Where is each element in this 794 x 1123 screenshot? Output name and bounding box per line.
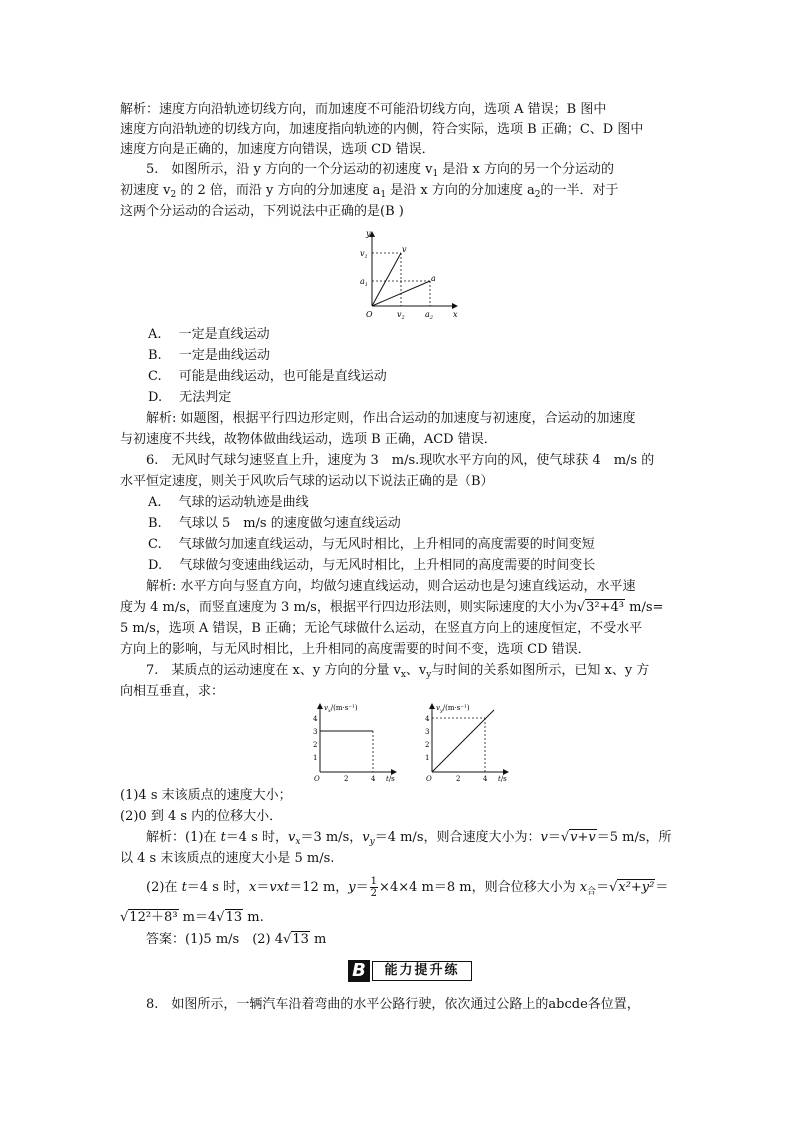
explanation-line: 解析：速度方向沿轨迹切线方向，而加速度不可能沿切线方向，选项 A 错误；B 图中 <box>120 102 607 117</box>
tick-label: 3 <box>425 728 430 736</box>
section-title: 能力提升练 <box>372 961 472 981</box>
answer-line: 解析：(1)在 t＝4 s 时，$v_x=3$ m/s，$v_y=4$ m/s，则合速度大小为：v＝√v+v＝5 m/s，所 <box>146 830 672 847</box>
explanation-line: 速度方向是正确的，加速度方向错误，选项 CD 错误． <box>120 142 435 157</box>
v-label: v <box>402 245 407 254</box>
option-c: C. 可能是曲线运动，也可能是直线运动 <box>148 369 387 384</box>
tick-label: 2 <box>344 775 349 783</box>
answer-line: √12²＋8³ m＝4√13 m. <box>120 910 264 925</box>
tick-label: 3 <box>313 728 318 736</box>
a-label: a <box>431 274 436 283</box>
tick-label: 4 <box>371 775 376 783</box>
question-6-line: 水平恒定速度，则关于风吹后气球的运动以下说法正确的是（B） <box>120 474 494 489</box>
origin-label: O <box>366 310 373 319</box>
tick-label: 1 <box>425 754 430 762</box>
option-a: A. 一定是直线运动 <box>148 327 270 342</box>
question-7-line: 7. 某质点的运动速度在 x、y 方向的分量 $v_x$、$v_y$与时间的关系如图所示，已知 x、y 方 <box>146 663 650 680</box>
section-letter: B <box>348 960 370 982</box>
explanation-line: 解析: 水平方向与竖直方向，均做匀速直线运动，则合运动也是匀速直线运动，水平速 <box>146 579 636 594</box>
tick-label: 4 <box>425 715 430 723</box>
explanation-line: 5 m/s，选项 A 错误，B 正确；无论气球做什么运动，在竖直方向上的速度恒定，不受水平 <box>120 621 643 636</box>
sub-question: (1)4 s 末该质点的速度大小； <box>120 788 292 803</box>
vx-time-graph <box>308 700 404 784</box>
graph-y-label: $v_y/(m\cdot s^{-1})$ <box>436 704 470 714</box>
question-5-line: 初速度 $v_2$ 的 2 倍，而沿 y 方向的分加速度 $a_1$ 是沿 x 方向的分加速度 $a_2$的一半．对于 <box>120 183 619 200</box>
explanation-line: 与初速度不共线，故物体做曲线运动，选项 B 正确，ACD 错误． <box>120 432 497 447</box>
v1-label: $v_1$ <box>360 249 368 260</box>
tick-label: 2 <box>313 741 318 749</box>
graph-x-label: t/s <box>386 775 395 783</box>
answer-line: 以 4 s 末该质点的速度大小是 5 m/s. <box>120 851 335 866</box>
question-8-line: 8. 如图所示，一辆汽车沿着弯曲的水平公路行驶，依次通过公路上的abcde各位置， <box>146 997 640 1012</box>
axis-x-label: x <box>453 310 458 319</box>
origin-label: O <box>426 775 432 783</box>
vector-figure <box>355 226 465 320</box>
a1-label: $a_1$ <box>360 277 368 288</box>
tick-label: 1 <box>313 754 318 762</box>
vy-time-graph <box>420 700 516 784</box>
option-c: C. 气球做匀加速直线运动，与无风时相比，上升相同的高度需要的时间变短 <box>148 537 595 552</box>
origin-label: O <box>314 775 320 783</box>
explanation-line: 解析: 如题图，根据平行四边形定则，作出合运动的加速度与初速度，合运动的加速度 <box>146 411 636 426</box>
final-answer: 答案：(1)5 m/s (2) 4√13 m <box>146 932 327 947</box>
option-b: B. 一定是曲线运动 <box>148 348 270 363</box>
tick-label: 4 <box>313 715 318 723</box>
question-6-line: 6. 无风时气球匀速竖直上升，速度为 3 m/s.现吹水平方向的风，使气球获 4 m/s 的 <box>146 453 655 468</box>
sub-question: (2)0 到 4 s 内的位移大小． <box>120 809 283 824</box>
graph-x-label: t/s <box>498 775 507 783</box>
a2-label: $a_2$ <box>425 310 433 320</box>
option-d: D. 无法判定 <box>148 390 232 405</box>
explanation-line: 度为 4 m/s，而竖直速度为 3 m/s，根据平行四边形法则，则实际速度的大小为√3²+4³ m/s= <box>120 600 664 615</box>
explanation-line: 方向上的影响，与无风时相比，上升相同的高度需要的时间不变，选项 CD 错误． <box>120 642 591 657</box>
tick-label: 4 <box>483 775 488 783</box>
option-d: D. 气球做匀变速曲线运动，与无风时相比，上升相同的高度需要的时间变长 <box>148 558 596 573</box>
tick-label: 2 <box>456 775 461 783</box>
question-5-line: 5. 如图所示，沿 y 方向的一个分运动的初速度 $v_1$ 是沿 x 方向的另一个分运动的 <box>146 162 614 179</box>
v2-label: $v_2$ <box>397 310 405 320</box>
question-5-line: 这两个分运动的合运动，下列说法中正确的是(B ) <box>120 204 404 219</box>
option-b: B. 气球以 5 m/s 的速度做匀速直线运动 <box>148 516 401 531</box>
axis-y-label: y <box>366 229 371 238</box>
explanation-line: 速度方向沿轨迹的切线方向，加速度指向轨迹的内侧，符合实际，选项 B 正确；C、D 图中 <box>120 122 644 137</box>
option-a: A. 气球的运动轨迹是曲线 <box>148 495 309 510</box>
tick-label: 2 <box>425 741 430 749</box>
sqrt-expr: 3²+4³ <box>586 600 624 615</box>
section-banner <box>348 960 472 982</box>
question-7-line: 向相互垂直，求： <box>120 684 225 699</box>
answer-line: (2)在 t＝4 s 时，x＝vxt＝12 m，y＝ $\frac{1}{2}$ ×4×4 m＝8 m，则合位移大小为 $x_合=√x^2+y^2=$ <box>146 876 669 899</box>
graph-y-label: $v_x/(m\cdot s^{-1})$ <box>324 704 358 714</box>
